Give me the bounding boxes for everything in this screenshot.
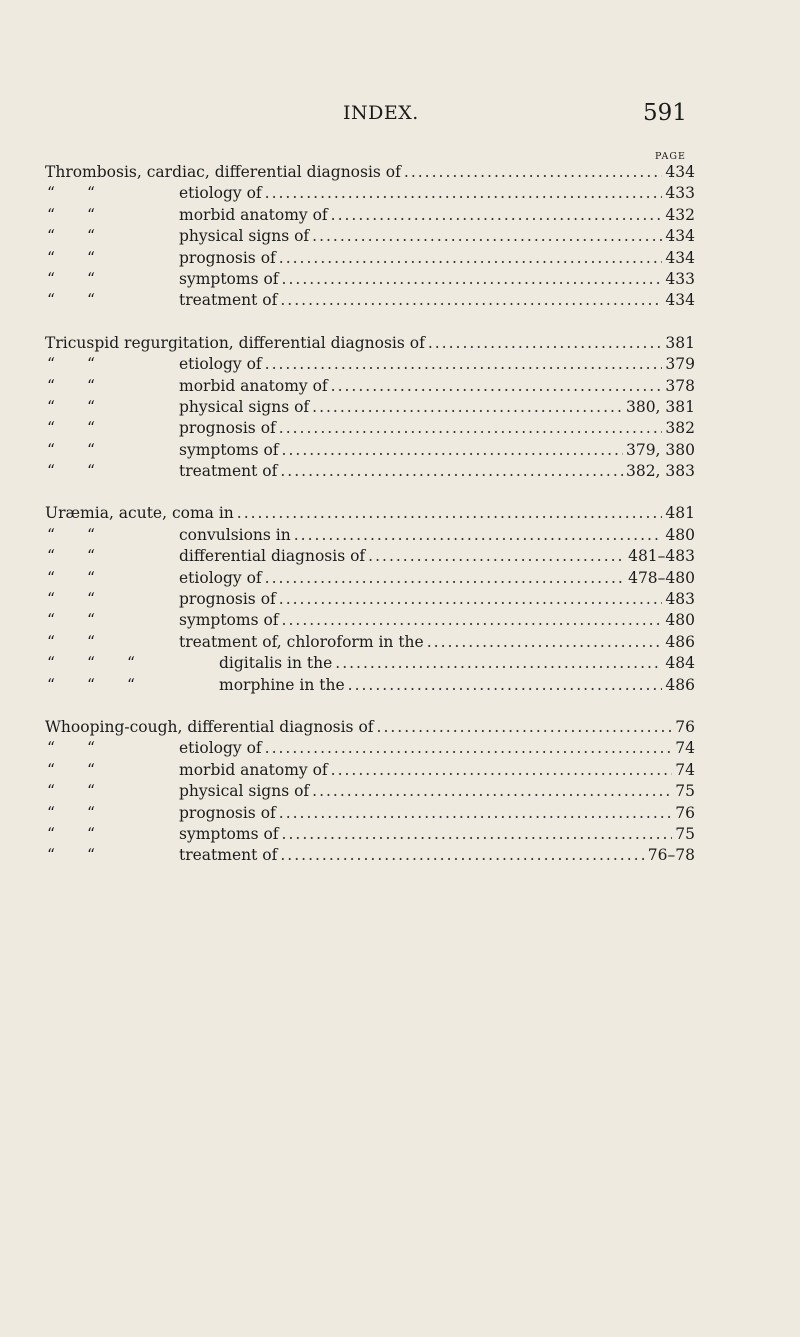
ditto-marks xyxy=(45,568,179,589)
ditto-mark: “ xyxy=(47,739,55,758)
entry-label: morphine in the xyxy=(219,675,345,694)
ditto-mark: “ xyxy=(47,824,55,843)
ditto-marks xyxy=(45,653,219,674)
page-number: 591 xyxy=(643,100,687,126)
index-entry-sub xyxy=(45,461,695,482)
entry-label: etiology of xyxy=(179,355,262,374)
ditto-mark: “ xyxy=(47,590,55,609)
entry-label: differential diagnosis of xyxy=(179,547,366,566)
dot-leader xyxy=(282,440,623,461)
ditto-mark: “ xyxy=(47,846,55,865)
indent-spacer xyxy=(127,269,179,290)
index-entry-sub xyxy=(45,248,695,269)
dot-leader xyxy=(377,717,673,738)
ditto-marks xyxy=(45,183,179,204)
index-entry-sub xyxy=(45,760,695,781)
dot-leader xyxy=(237,503,663,524)
entry-label: etiology of xyxy=(179,739,262,758)
entry-label: physical signs of xyxy=(179,397,310,416)
dot-leader xyxy=(280,461,623,482)
dot-leader xyxy=(280,845,644,866)
ditto-mark: “ xyxy=(87,440,95,459)
entry-page: 382 xyxy=(665,419,695,438)
ditto-mark: “ xyxy=(47,269,55,288)
index-entry-main xyxy=(45,503,695,524)
entry-page: 74 xyxy=(675,760,695,779)
entry-label: prognosis of xyxy=(179,803,276,822)
entry-label: convulsions in xyxy=(179,525,291,544)
indent-spacer xyxy=(127,568,179,589)
ditto-marks xyxy=(45,376,179,397)
indent-spacer xyxy=(127,760,179,781)
index-entry-sub xyxy=(45,738,695,759)
ditto-marks xyxy=(45,546,179,567)
ditto-mark: “ xyxy=(87,291,95,310)
ditto-mark: “ xyxy=(47,760,55,779)
index-entry-sub xyxy=(45,675,695,696)
ditto-mark: “ xyxy=(87,205,95,224)
dot-leader xyxy=(312,397,623,418)
entry-label: prognosis of xyxy=(179,419,276,438)
entry-label: Thrombosis, cardiac, differential diagnosis of xyxy=(45,163,401,181)
ditto-mark: “ xyxy=(47,419,55,438)
ditto-mark: “ xyxy=(87,397,95,416)
entry-label: digitalis in the xyxy=(219,654,333,673)
entry-page: 433 xyxy=(665,269,695,288)
dot-leader xyxy=(282,610,663,631)
ditto-mark: “ xyxy=(47,654,55,673)
entry-page: 75 xyxy=(675,782,695,801)
indent-spacer xyxy=(127,418,179,439)
ditto-mark: “ xyxy=(47,397,55,416)
dot-leader xyxy=(282,824,673,845)
ditto-mark: “ xyxy=(87,269,95,288)
entry-page: 483 xyxy=(665,590,695,609)
entry-page: 379, 380 xyxy=(625,440,695,459)
indent-spacer xyxy=(127,354,179,375)
index-entry-sub xyxy=(45,269,695,290)
index-entry-main xyxy=(45,717,695,738)
entry-page: 76 xyxy=(675,717,695,736)
ditto-mark: “ xyxy=(87,632,95,651)
ditto-mark: “ xyxy=(87,675,95,694)
ditto-mark: “ xyxy=(87,739,95,758)
ditto-marks xyxy=(45,781,179,802)
indent-spacer xyxy=(127,546,179,567)
entry-page: 481 xyxy=(665,504,695,523)
ditto-marks xyxy=(45,803,179,824)
ditto-mark: “ xyxy=(87,760,95,779)
entry-page: 380, 381 xyxy=(625,397,695,416)
index-entry-sub xyxy=(45,376,695,397)
entry-page: 76 xyxy=(675,803,695,822)
ditto-marks xyxy=(45,397,179,418)
entry-label: symptoms of xyxy=(179,824,279,843)
ditto-mark: “ xyxy=(47,611,55,630)
index-sections xyxy=(45,162,695,888)
index-entry-sub xyxy=(45,845,695,866)
entry-page: 486 xyxy=(665,675,695,694)
indent-spacer xyxy=(127,397,179,418)
entry-label: treatment of, chloroform in the xyxy=(179,632,424,651)
indent-spacer xyxy=(127,461,179,482)
entry-label: morbid anatomy of xyxy=(179,205,328,224)
dot-leader xyxy=(368,546,625,567)
entry-page: 433 xyxy=(665,184,695,203)
index-entry-main xyxy=(45,333,695,354)
ditto-marks xyxy=(45,205,179,226)
indent-spacer xyxy=(127,226,179,247)
indent-spacer xyxy=(127,525,179,546)
ditto-mark: “ xyxy=(47,632,55,651)
indent-spacer xyxy=(127,290,179,311)
ditto-mark: “ xyxy=(127,675,135,694)
entry-label: Uræmia, acute, coma in xyxy=(45,504,234,523)
index-entry-sub xyxy=(45,781,695,802)
ditto-mark: “ xyxy=(87,590,95,609)
page-column-heading: PAGE xyxy=(655,151,686,162)
indent-spacer xyxy=(127,183,179,204)
ditto-mark: “ xyxy=(87,611,95,630)
ditto-mark: “ xyxy=(87,846,95,865)
ditto-mark: “ xyxy=(87,227,95,246)
ditto-marks xyxy=(45,738,179,759)
indent-spacer xyxy=(167,653,219,674)
index-section xyxy=(45,717,695,867)
dot-leader xyxy=(279,803,673,824)
entry-label: morbid anatomy of xyxy=(179,760,328,779)
entry-label: prognosis of xyxy=(179,590,276,609)
ditto-mark: “ xyxy=(87,547,95,566)
dot-leader xyxy=(331,760,673,781)
ditto-mark: “ xyxy=(87,568,95,587)
ditto-mark: “ xyxy=(47,227,55,246)
index-entry-sub xyxy=(45,205,695,226)
index-entry-sub xyxy=(45,290,695,311)
entry-page: 434 xyxy=(665,227,695,246)
entry-label: Tricuspid regurgitation, differential diagnosis of xyxy=(45,333,425,352)
index-entry-sub xyxy=(45,418,695,439)
ditto-mark: “ xyxy=(47,675,55,694)
ditto-mark: “ xyxy=(47,248,55,267)
ditto-marks xyxy=(45,418,179,439)
entry-page: 76–78 xyxy=(647,846,695,865)
entry-page: 379 xyxy=(665,355,695,374)
dot-leader xyxy=(331,205,663,226)
dot-leader xyxy=(265,738,673,759)
entry-label: physical signs of xyxy=(179,782,310,801)
entry-label: physical signs of xyxy=(179,227,310,246)
indent-spacer xyxy=(127,632,179,653)
indent-spacer xyxy=(167,675,219,696)
index-entry-sub xyxy=(45,589,695,610)
ditto-marks xyxy=(45,610,179,631)
ditto-mark: “ xyxy=(47,184,55,203)
entry-page: 75 xyxy=(675,824,695,843)
ditto-mark: “ xyxy=(47,376,55,395)
ditto-marks xyxy=(45,269,179,290)
ditto-mark: “ xyxy=(127,654,135,673)
entry-page: 481–483 xyxy=(628,547,695,566)
indent-spacer xyxy=(127,781,179,802)
entry-page: 480 xyxy=(665,611,695,630)
index-entry-sub xyxy=(45,568,695,589)
entry-label: symptoms of xyxy=(179,269,279,288)
entry-page: 478–480 xyxy=(628,568,695,587)
ditto-marks xyxy=(45,525,179,546)
ditto-marks xyxy=(45,589,179,610)
running-title: INDEX. xyxy=(343,102,419,124)
ditto-mark: “ xyxy=(47,782,55,801)
indent-spacer xyxy=(127,205,179,226)
ditto-marks xyxy=(45,845,179,866)
entry-label: morbid anatomy of xyxy=(179,376,328,395)
entry-page: 484 xyxy=(665,654,695,673)
ditto-marks xyxy=(45,440,179,461)
index-entry-sub xyxy=(45,803,695,824)
dot-leader xyxy=(280,290,662,311)
dot-leader xyxy=(265,568,625,589)
entry-label: etiology of xyxy=(179,568,262,587)
index-section xyxy=(45,162,695,312)
dot-leader xyxy=(265,354,663,375)
dot-leader xyxy=(312,781,672,802)
dot-leader xyxy=(265,183,663,204)
dot-leader xyxy=(331,376,663,397)
ditto-marks xyxy=(45,632,179,653)
dot-leader xyxy=(279,248,663,269)
indent-spacer xyxy=(127,589,179,610)
indent-spacer xyxy=(127,440,179,461)
index-entry-sub xyxy=(45,824,695,845)
entry-label: prognosis of xyxy=(179,248,276,267)
index-entry-sub xyxy=(45,546,695,567)
dot-leader xyxy=(335,653,662,674)
entry-page: 434 xyxy=(665,248,695,267)
index-entry-main xyxy=(45,162,695,183)
index-entry-sub xyxy=(45,525,695,546)
ditto-mark: “ xyxy=(87,184,95,203)
ditto-marks xyxy=(45,824,179,845)
ditto-mark: “ xyxy=(47,291,55,310)
indent-spacer xyxy=(127,248,179,269)
index-section xyxy=(45,333,695,483)
entry-label: etiology of xyxy=(179,184,262,203)
entry-label: treatment of xyxy=(179,291,278,310)
entry-page: 378 xyxy=(665,376,695,395)
ditto-marks xyxy=(45,248,179,269)
ditto-marks xyxy=(45,675,219,696)
index-entry-sub xyxy=(45,397,695,418)
index-entry-sub xyxy=(45,226,695,247)
entry-label: symptoms of xyxy=(179,440,279,459)
ditto-mark: “ xyxy=(47,803,55,822)
entry-label: symptoms of xyxy=(179,611,279,630)
entry-label: treatment of xyxy=(179,462,278,481)
indent-spacer xyxy=(127,824,179,845)
ditto-mark: “ xyxy=(87,462,95,481)
dot-leader xyxy=(294,525,663,546)
ditto-mark: “ xyxy=(87,782,95,801)
dot-leader xyxy=(282,269,663,290)
entry-page: 434 xyxy=(665,163,695,181)
entry-page: 74 xyxy=(675,739,695,758)
entry-page: 381 xyxy=(665,333,695,352)
ditto-marks xyxy=(45,354,179,375)
ditto-marks xyxy=(45,290,179,311)
ditto-mark: “ xyxy=(87,654,95,673)
index-entry-sub xyxy=(45,632,695,653)
indent-spacer xyxy=(127,610,179,631)
page-header xyxy=(0,100,800,132)
ditto-mark: “ xyxy=(47,568,55,587)
dot-leader xyxy=(348,675,663,696)
ditto-mark: “ xyxy=(87,419,95,438)
index-entry-sub xyxy=(45,183,695,204)
ditto-mark: “ xyxy=(87,525,95,544)
entry-page: 432 xyxy=(665,205,695,224)
ditto-mark: “ xyxy=(47,525,55,544)
entry-label: Whooping-cough, differential diagnosis of xyxy=(45,717,374,736)
index-entry-sub xyxy=(45,440,695,461)
ditto-mark: “ xyxy=(47,547,55,566)
entry-page: 486 xyxy=(665,632,695,651)
dot-leader xyxy=(279,589,663,610)
ditto-mark: “ xyxy=(47,355,55,374)
entry-label: treatment of xyxy=(179,846,278,865)
ditto-mark: “ xyxy=(87,248,95,267)
ditto-marks xyxy=(45,760,179,781)
dot-leader xyxy=(428,333,663,354)
entry-page: 382, 383 xyxy=(625,462,695,481)
ditto-mark: “ xyxy=(87,803,95,822)
entry-page: 434 xyxy=(665,291,695,310)
index-section xyxy=(45,503,695,696)
indent-spacer xyxy=(127,376,179,397)
ditto-marks xyxy=(45,461,179,482)
ditto-mark: “ xyxy=(47,440,55,459)
ditto-mark: “ xyxy=(87,376,95,395)
indent-spacer xyxy=(127,803,179,824)
ditto-mark: “ xyxy=(47,205,55,224)
indent-spacer xyxy=(127,738,179,759)
ditto-mark: “ xyxy=(87,355,95,374)
indent-spacer xyxy=(127,845,179,866)
dot-leader xyxy=(279,418,663,439)
dot-leader xyxy=(427,632,663,653)
ditto-mark: “ xyxy=(87,824,95,843)
ditto-marks xyxy=(45,226,179,247)
entry-page: 480 xyxy=(665,525,695,544)
index-entry-sub xyxy=(45,653,695,674)
dot-leader xyxy=(404,162,663,183)
index-entry-sub xyxy=(45,610,695,631)
dot-leader xyxy=(312,226,662,247)
ditto-mark: “ xyxy=(47,462,55,481)
index-entry-sub xyxy=(45,354,695,375)
